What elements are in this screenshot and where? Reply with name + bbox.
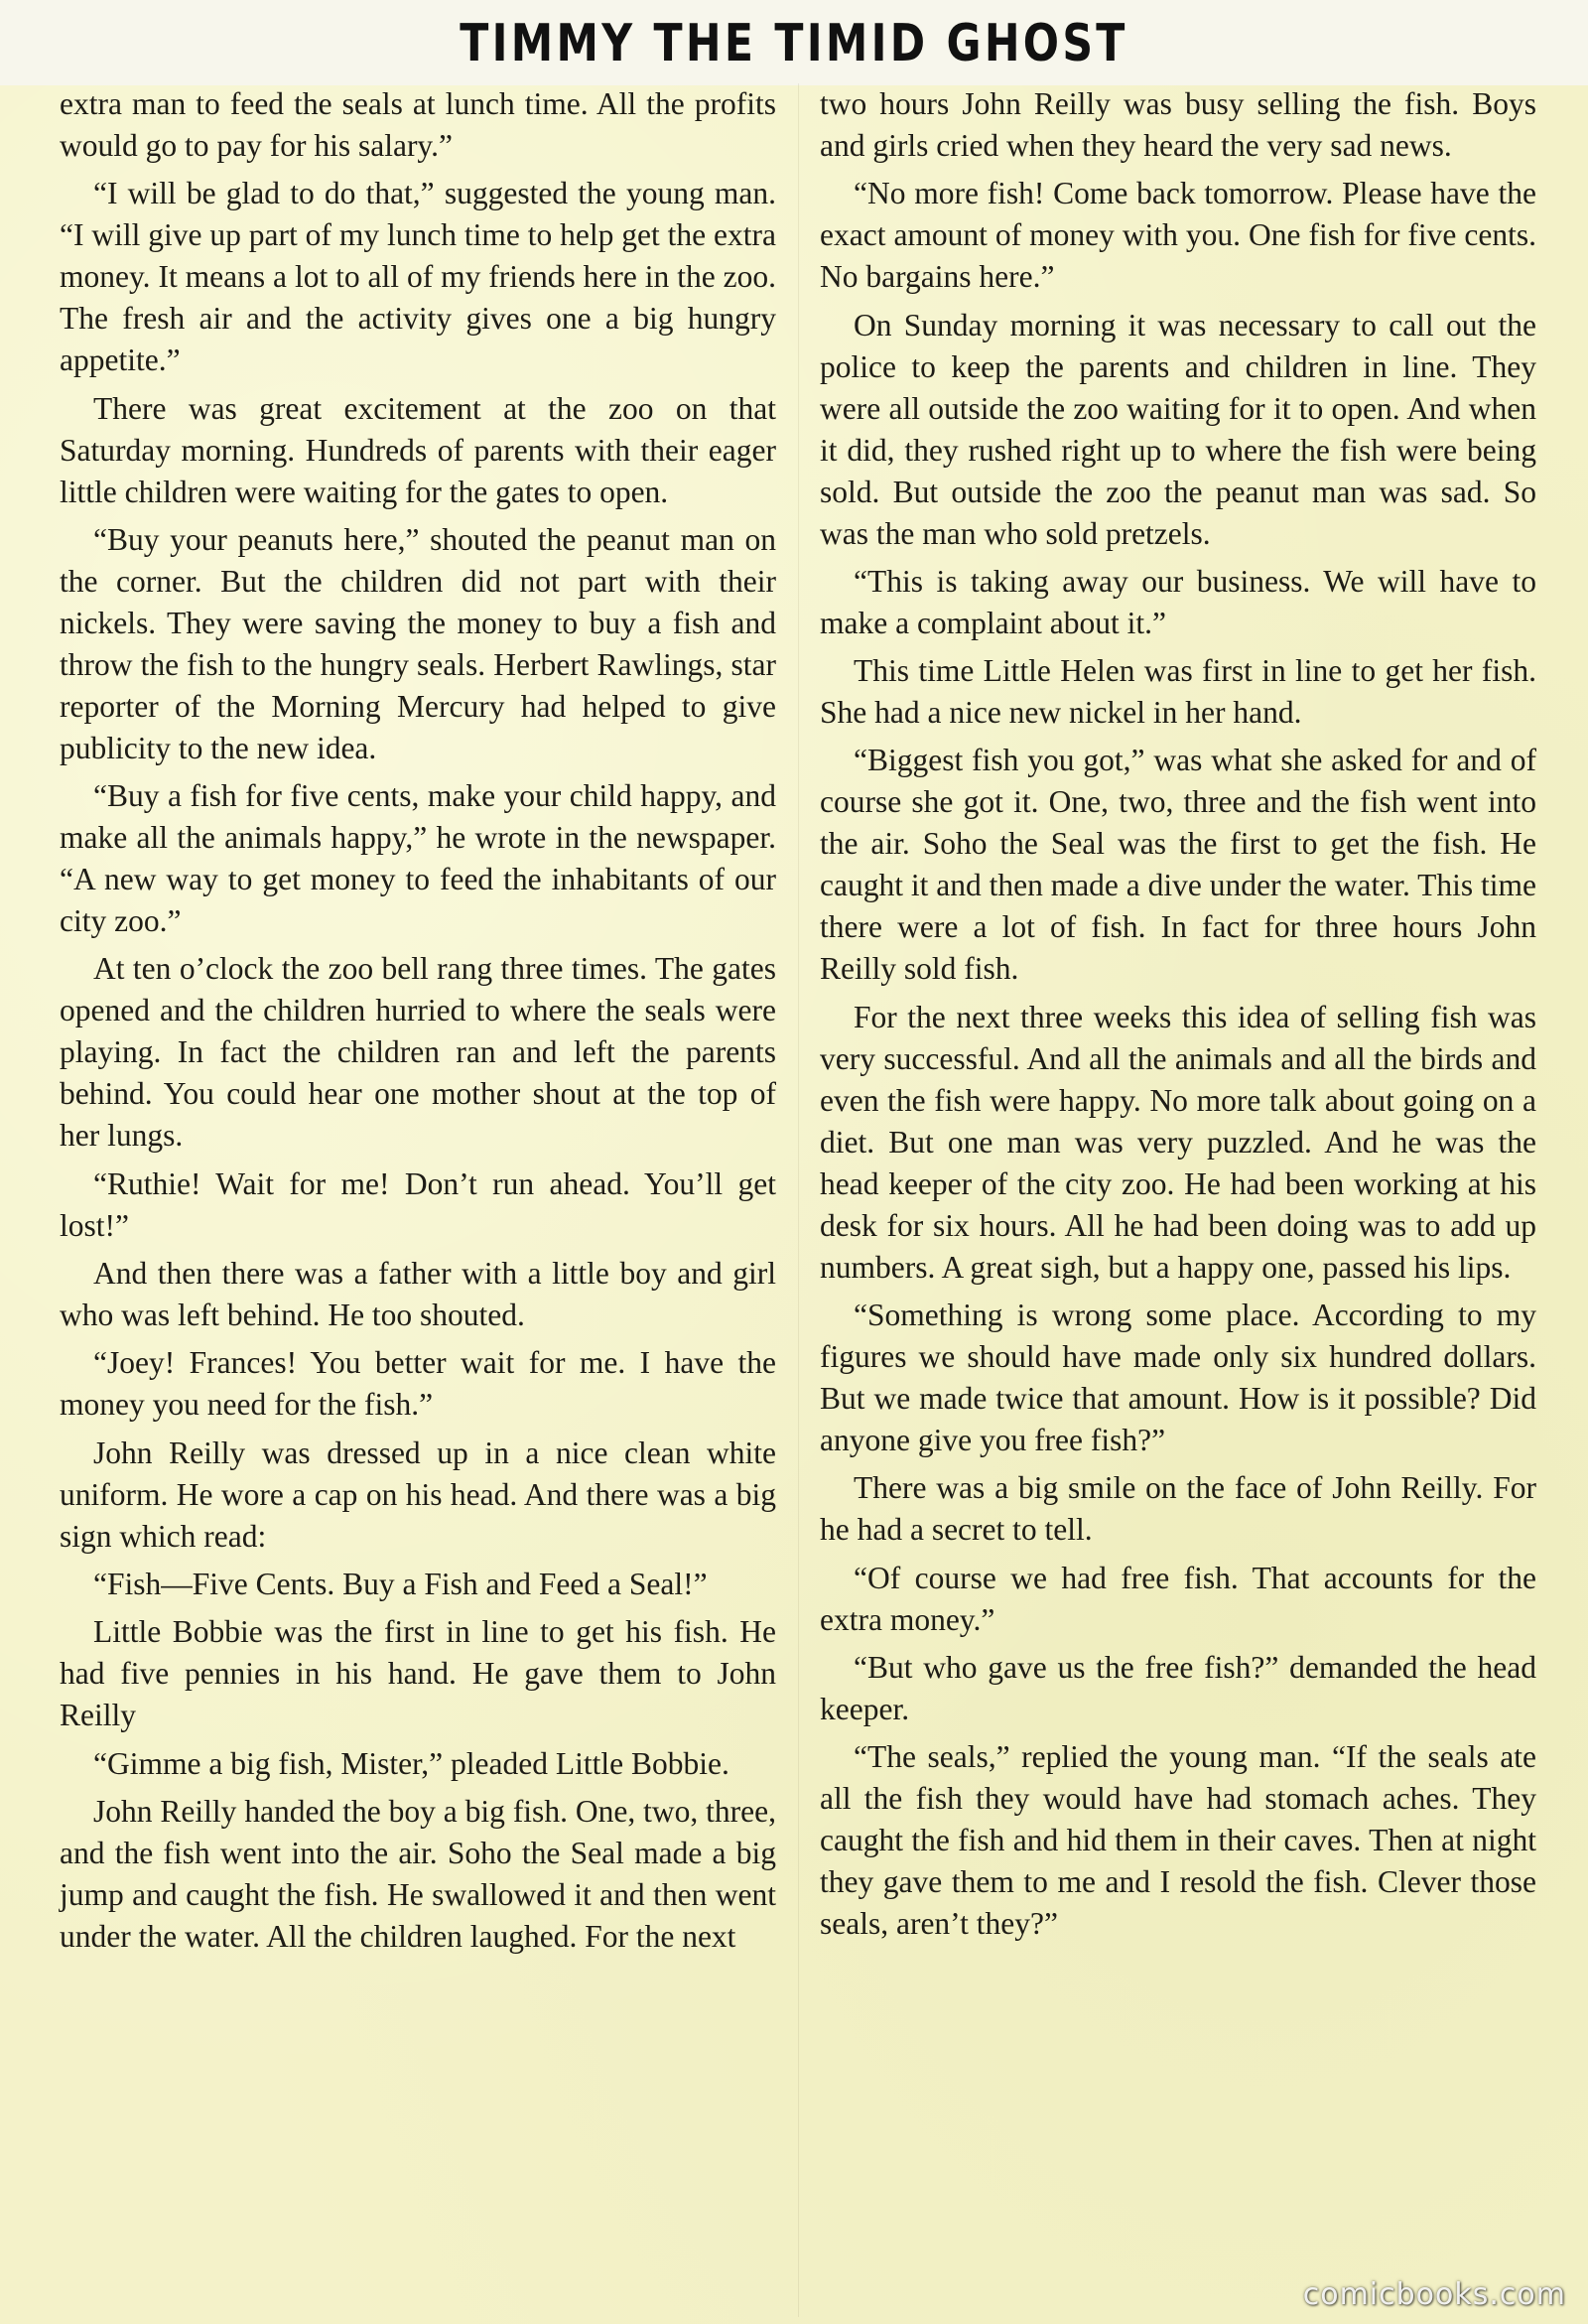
- paragraph: This time Little Helen was first in line to get her fish. She had a nice new nickel in her hand.: [820, 653, 1536, 731]
- paragraph: “Fish—Five Cents. Buy a Fish and Feed a Seal!”: [93, 1566, 708, 1601]
- paragraph: There was a big smile on the face of John Reilly. For he had a secret to tell.: [820, 1470, 1536, 1548]
- paragraph: Little Bobbie was the first in line to get his fish. He had five pennies in his hand. He gave them to John Reilly: [60, 1614, 776, 1733]
- paragraph: “This is taking away our business. We will have to make a complaint about it.”: [820, 563, 1536, 640]
- paragraph: “Buy your peanuts here,” shouted the peanut man on the corner. But the children did not part with their nickels. They were saving the money to buy a fish and throw the fish to the hungry seals. Herbert Rawlings, star reporter of the Morning Mercury had helped to give publicity to the new idea.: [60, 521, 776, 765]
- paragraph: “No more fish! Come back tomorrow. Please have the exact amount of money with you. One fish for five cents. No bargains here.”: [820, 176, 1536, 295]
- paragraph: “I will be glad to do that,” suggested the young man. “I will give up part of my lunch time to help get the extra money. It means a lot to all of my friends here in the zoo. The fresh air and the activity gives one a big hungry appetite.”: [60, 176, 776, 378]
- paragraph: There was great excitement at the zoo on that Saturday morning. Hundreds of parents with their eager little children were waiting for the gates to open.: [60, 390, 776, 509]
- paragraph: “Of course we had free fish. That accounts for the extra money.”: [820, 1560, 1536, 1637]
- paragraph: On Sunday morning it was necessary to call out the police to keep the parents and children in line. They were all outside the zoo waiting for it to open. And when it did, they rushed right up to where the fish were being sold. But outside the zoo the peanut man was sad. So was the man who sold pretzels.: [820, 307, 1536, 551]
- paragraph: “Biggest fish you got,” was what she asked for and of course she got it. One, two, three and the fish went into the air. Soho the Seal was the first to get the fish. He caught it and then made a dive under the water. This time there were a lot of fish. In fact for three hours John Reilly sold fish.: [820, 743, 1536, 987]
- paragraph: At ten o’clock the zoo bell rang three times. The gates opened and the children hurried to where the seals were playing. In fact the children ran and left the parents behind. You could hear one mother shout at the top of her lungs.: [60, 951, 776, 1154]
- paragraph: “Ruthie! Wait for me! Don’t run ahead. You’ll get lost!”: [60, 1165, 776, 1243]
- paragraph: “But who gave us the free fish?” demanded the head keeper.: [820, 1649, 1536, 1726]
- paragraph: “Something is wrong some place. According to my figures we should have made only six hundred dollars. But we made twice that amount. How is it possible? Did anyone give you free fish?”: [820, 1298, 1536, 1458]
- page-title: TIMMY THE TIMID GHOST: [460, 14, 1128, 73]
- paragraph: For the next three weeks this idea of selling fish was very successful. And all the animals and all the birds and even the fish were happy. No more talk about going on a diet. But one man was very puzzled. And he was the head keeper of the city zoo. He had been working at his desk for six hours. All he had been doing was to add up numbers. A great sigh, but a happy one, passed his lips.: [820, 999, 1536, 1285]
- paragraph: And then there was a father with a little boy and girl who was left behind. He too shouted.: [60, 1256, 776, 1333]
- paragraph: “The seals,” replied the young man. “If the seals ate all the fish they would have had stomach aches. They caught the fish and hid them in their caves. Then at night they gave them to me and I resold the fish. Clever those seals, aren’t they?”: [820, 1739, 1536, 1942]
- paragraph: extra man to feed the seals at lunch time. All the profits would go to pay for his salary.”: [60, 86, 776, 163]
- left-column: [60, 83, 776, 1964]
- paragraph: two hours John Reilly was busy selling the fish. Boys and girls cried when they heard the very sad news.: [820, 86, 1536, 163]
- column-gutter: [798, 83, 799, 2317]
- paragraph: “Buy a fish for five cents, make your child happy, and make all the animals happy,” he wrote in the newspaper. “A new way to get money to feed the inhabitants of our city zoo.”: [60, 778, 776, 939]
- right-column: [820, 83, 1536, 1952]
- paragraph: “Joey! Frances! You better wait for me. I have the money you need for the fish.”: [60, 1345, 776, 1423]
- paragraph: John Reilly was dressed up in a nice clean white uniform. He wore a cap on his head. And there was a big sign which read:: [60, 1435, 776, 1554]
- paragraph: “Gimme a big fish, Mister,” pleaded Little Bobbie.: [93, 1745, 729, 1781]
- watermark: comicbooks.com: [1302, 2277, 1566, 2312]
- paragraph: John Reilly handed the boy a big fish. One, two, three, and the fish went into the air. Soho the Seal made a big jump and caught the fish. He swallowed it and then went under the water. All the children laughed. For the next: [60, 1793, 776, 1954]
